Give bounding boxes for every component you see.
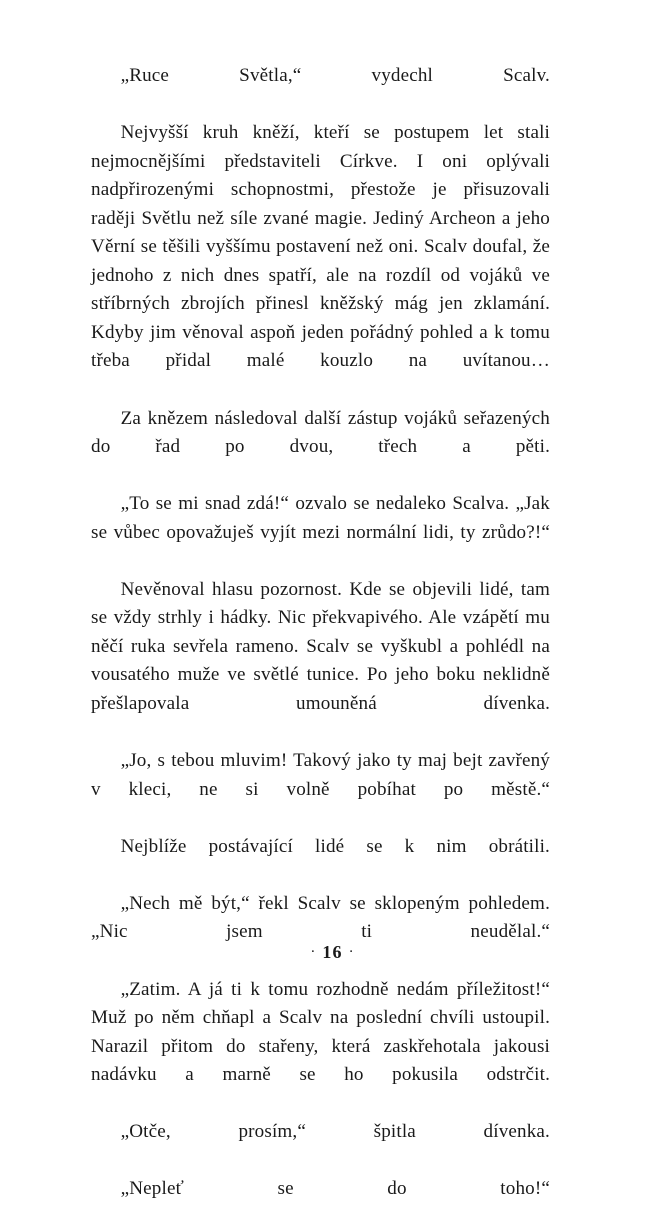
paragraph: Nejvyšší kruh kněží, kteří se postupem let stali nejmocnějšími představiteli Církve. I oni oplývali nadpřirozenými schopnostmi, přestože je přisuzovali raději Světlu než síle zvané magie. Jediný Archeon a jeho Věrní se těšili vyššímu postavení než oni. Scalv doufal, že jednoho z nich dnes spatří, ale na rozdíl od vojáků ve stříbrných zbrojích přinesl kněžský mág jen zklamání. Kdyby jim věnoval aspoň jeden pořádný pohled a k tomu třeba přidal malé kouzlo na uvítanou… <box>91 122 550 372</box>
paragraph: „Jo, s tebou mluvim! Takový jako ty maj bejt zavřený v kleci, ne si volně pobíhat po městě.“ <box>91 750 550 800</box>
paragraph: Nevěnoval hlasu pozornost. Kde se objevili lidé, tam se vždy strhly i hádky. Nic překvapivého. Ale vzápětí mu něčí ruka sevřela rameno. Scalv se vyškubl a pohlédl na vousatého muže ve světlé tunice. Po jeho boku neklidně přešlapovala umouněná dívenka. <box>91 578 550 715</box>
page-text-body <box>91 62 550 1232</box>
paragraph: „Otče, prosím,“ špitla dívenka. <box>120 1121 550 1143</box>
folio-right-ornament-icon: · <box>348 944 355 960</box>
paragraph: „Nepleť se do toho!“ <box>120 1178 550 1200</box>
paragraph: „Nech mě být,“ řekl Scalv se sklopeným pohledem. „Nic jsem ti neudělal.“ <box>91 892 550 943</box>
page-number-footer <box>0 941 665 963</box>
paragraph: „To se mi snad zdá!“ ozvalo se nedaleko Scalva. „Jak se vůbec opovažuješ vyjít mezi normální lidi, ty zrůdo?!“ <box>91 493 550 543</box>
page-number: 16 <box>322 942 343 963</box>
paragraph: Nejblíže postávající lidé se k nim obrátili. <box>120 835 550 857</box>
folio-left-ornament-icon: · <box>310 944 317 960</box>
paragraph: Za knězem následoval další zástup vojáků seřazených do řad po dvou, třech a pěti. <box>91 407 550 458</box>
paragraph: „Zatim. A já ti k tomu rozhodně nedám příležitost!“ Muž po něm chňapl a Scalv na poslední chvíli ustoupil. Narazil přitom do stařeny, která zaskřehotala jakousi nadávku a marně se ho pokusila odstrčit. <box>91 978 550 1086</box>
paragraph: „Ruce Světla,“ vydechl Scalv. <box>120 65 550 86</box>
